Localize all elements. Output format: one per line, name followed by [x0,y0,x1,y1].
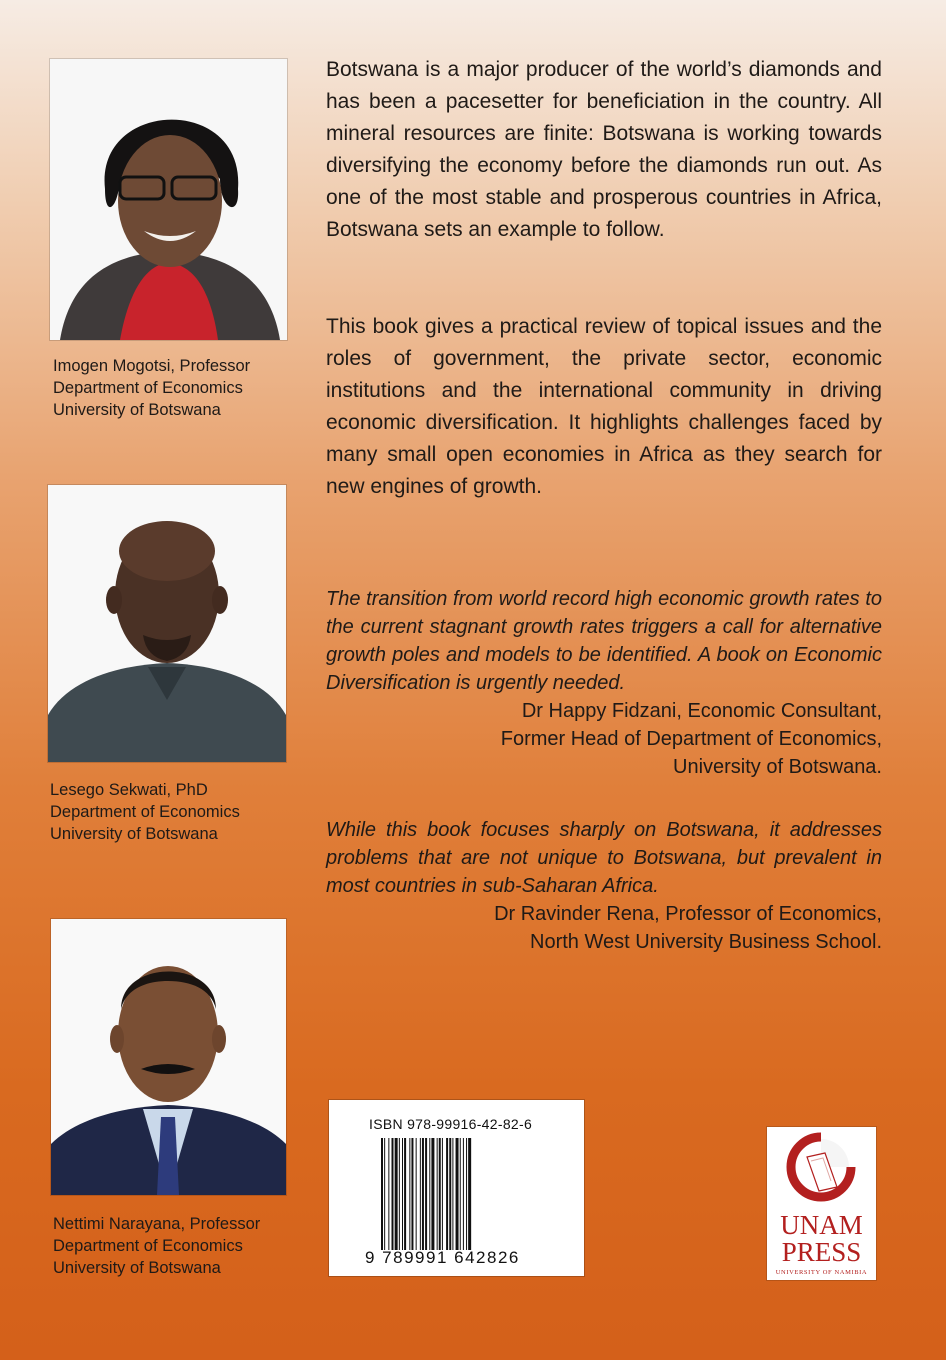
endorsement-quote: The transition from world record high economic growth rates to the current stagnant growth rates triggers a call for alternative growth poles and models to be identified. A book on Economic Diversification is urgently needed. [326,588,882,694]
barcode-bar [411,1138,413,1250]
barcode-bar [420,1138,421,1250]
isbn-label: ISBN 978-99916-42-82-6 [369,1116,533,1132]
barcode-bar [399,1138,400,1250]
author-name: Imogen Mogotsi, Professor [53,357,251,375]
barcode-bar [460,1138,461,1250]
barcode-bar [384,1138,385,1250]
description-block [326,54,882,246]
barcode-bar [439,1138,441,1250]
barcode-bar [425,1138,427,1250]
author-department: Department of Economics [50,803,240,821]
barcode-bar [388,1138,389,1250]
attribution-line: Dr Happy Fidzani, Economic Consultant, [521,700,882,722]
endorsement-2 [326,816,882,956]
barcode-bar [437,1138,438,1250]
endorsement-attribution [326,697,882,781]
author-university: University of Botswana [50,825,218,843]
barcode-bar [456,1138,459,1250]
author-photo-sekwati [48,485,286,762]
barcode-bar [422,1138,424,1250]
author-university: University of Botswana [53,1259,221,1277]
publisher-name-line1: UNAM [780,1210,863,1240]
author-caption-mogotsi [53,355,250,421]
barcode-bar [402,1138,403,1250]
author-name: Lesego Sekwati, PhD [50,781,208,799]
barcode-bar [429,1138,430,1250]
book-emblem-icon [767,1127,876,1207]
barcode-bar [404,1138,406,1250]
endorsement-1 [326,585,882,781]
author-caption-sekwati [50,779,240,845]
attribution-line: Former Head of Department of Economics, [500,728,882,750]
author-department: Department of Economics [53,379,243,397]
barcode-bar [463,1138,464,1250]
barcode-bar [452,1138,453,1250]
attribution-line: Dr Ravinder Rena, Professor of Economics, [494,903,882,925]
barcode-bar [392,1138,394,1250]
publisher-logo [767,1127,876,1280]
barcode-bar [409,1138,410,1250]
barcode-bar [466,1138,467,1250]
barcode-bar [442,1138,443,1250]
isbn-barcode [329,1100,584,1276]
barcode-bars [381,1138,541,1250]
author-caption-narayana [53,1213,260,1279]
publisher-name-line2: PRESS [781,1237,862,1267]
barcode-bar [381,1138,383,1250]
barcode-bar [431,1138,434,1250]
endorsement-attribution [326,900,882,956]
author-department: Department of Economics [53,1237,243,1255]
barcode-bar [449,1138,451,1250]
author-university: University of Botswana [53,401,221,419]
barcode-bar [446,1138,448,1250]
description-paragraph-1: Botswana is a major producer of the world’s diamonds and has been a pacesetter for beneficiation in the country. All mineral resources are finite: Botswana is working towards diversifying the economy before the diamonds run out. As one of the most stable and prosperous countries in Africa, Botswana sets an example to follow. [326,58,882,241]
description-paragraph-2: This book gives a practical review of topical issues and the roles of government, the private sector, economic institutions and the international community in driving economic diversification. It highlights challenges faced by many small open economies in Africa as they search for new engines of growth. [326,315,882,498]
barcode-bar [468,1138,471,1250]
author-photo-narayana [51,919,286,1195]
isbn-digits: 9 789991 642826 [365,1248,520,1267]
publisher-subline: UNIVERSITY OF NAMIBIA [775,1269,868,1276]
description-block-2 [326,311,882,503]
author-name: Nettimi Narayana, Professor [53,1215,261,1233]
endorsement-quote: While this book focuses sharply on Botswana, it addresses problems that are not unique to Botswana, but prevalent in most countries in sub-Saharan Africa. [326,819,882,897]
barcode-bar [395,1138,398,1250]
attribution-line: North West University Business School. [530,931,882,953]
attribution-line: University of Botswana. [673,756,882,778]
author-photo-mogotsi [50,59,287,340]
barcode-bar [416,1138,417,1250]
